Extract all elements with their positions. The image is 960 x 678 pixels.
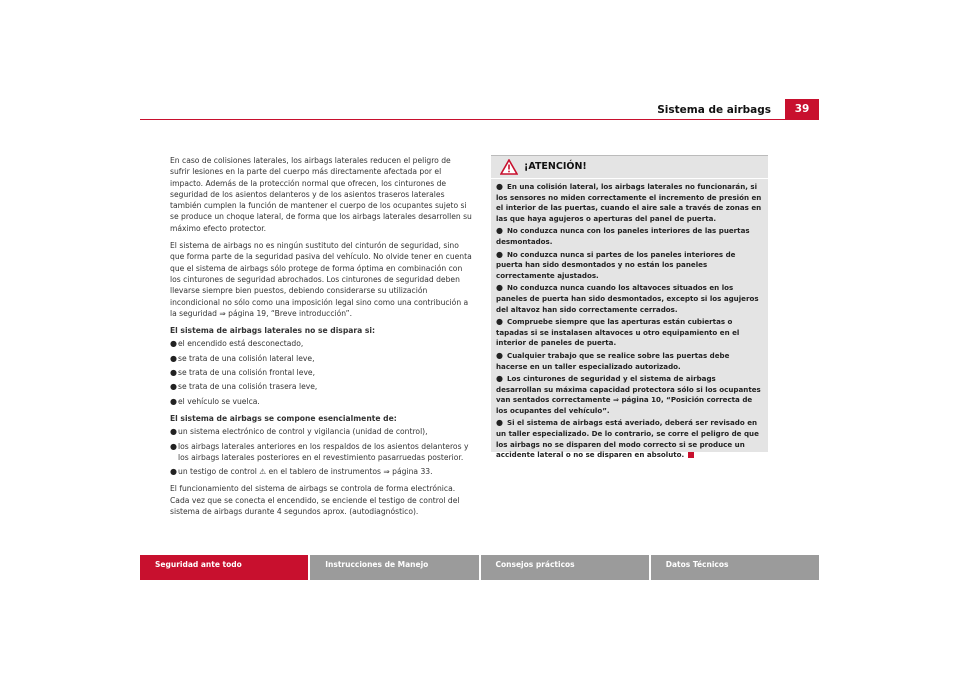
bullet-icon: ● (496, 182, 503, 191)
bullet-icon: ● (170, 339, 177, 349)
bullet-icon: ● (170, 427, 177, 437)
paragraph-selftest: El funcionamiento del sistema de airbags se controla de forma electrónica. Cada vez que se conecta el encendido, se enciende el testigo de control del sistema de airbags durante 4 segundos aprox. (autodiagnóstico). (170, 484, 460, 517)
warning-box (491, 155, 768, 460)
bullet-icon: ● (170, 368, 177, 378)
page-header (140, 99, 819, 120)
list-not-triggered (170, 338, 472, 406)
bullet-icon: ● (496, 249, 503, 259)
tab-instrucciones[interactable]: Instrucciones de Manejo (310, 555, 480, 580)
bullet-icon: ● (496, 374, 503, 384)
warning-item: ● Cualquier trabajo que se realice sobre las puertas debe hacerse en un taller especializado autorizado. (496, 350, 730, 371)
warning-item: ● No conduzca nunca con los paneles interiores de las puertas desmontados. (496, 226, 750, 246)
list-item: ● el vehículo se vuelca. (170, 396, 260, 406)
bullet-icon: ● (170, 467, 177, 477)
warning-item: ● Los cinturones de seguridad y el sistema de airbags desarrollan su máxima capacidad protectora sólo si los ocupantes van sentados correctamente ⇒ página 10, “Posición correcta de los ocupantes del vehículo”. (496, 374, 761, 415)
end-of-section-icon (688, 452, 694, 458)
bullet-icon: ● (496, 226, 503, 236)
paragraph-seatbelt: El sistema de airbags no es ningún sustituto del cinturón de seguridad, sino que forma parte de la seguridad pasiva del vehículo. No olvide tener en cuenta que el sistema de airbags sólo protege de forma óptima en combinación con los cinturones de seguridad abrochados. Los cinturones de seguridad deben llevarse siempre bien puestos, debiendo considerarse su utilización incondicional no sólo como una imposición legal sino como una contribución a la seguridad ⇒ página 19, “Breve introducción”. (170, 241, 472, 318)
bullet-icon: ● (496, 317, 503, 327)
bullet-icon: ● (170, 382, 177, 392)
list-item: ● un sistema electrónico de control y vigilancia (unidad de control), (170, 427, 428, 437)
list-components (170, 426, 472, 477)
paragraph-intro: En caso de colisiones laterales, los airbags laterales reducen el peligro de sufrir lesiones en la parte del cuerpo más directamente afectada por el impacto. Además de la protección normal que ofrecen, los cinturones de seguridad de los asientos delanteros y de los asientos traseros laterales también cumplen la función de mantener el cuerpo de los ocupantes sujeto si se produce un choque lateral, de forma que los airbags laterales desarrollen su máximo efecto protector. (170, 156, 472, 233)
warning-item: ● En una colisión lateral, los airbags laterales no funcionarán, si los sensores no miden correctamente el incremento de presión en el interior de las puertas, cuando el aire sale a través de zonas en las que haya agujeros o aperturas del panel de puerta. (496, 182, 762, 223)
bullet-icon: ● (170, 353, 177, 363)
warning-item: ● Compruebe siempre que las aperturas están cubiertas o tapadas si se instalasen altavoces u otro equipamiento en el interior de paneles de puerta. (496, 317, 740, 348)
list-item: ● un testigo de control ⚠ en el tablero de instrumentos ⇒ página 33. (170, 467, 433, 477)
footer-nav (140, 555, 819, 580)
tab-consejos[interactable]: Consejos prácticos (481, 555, 651, 580)
warning-body (491, 179, 768, 461)
warning-triangle-icon (500, 159, 518, 175)
list-item: ● los airbags laterales anteriores en los respaldos de los asientos delanteros y los airbags laterales posteriores en el revestimiento pasarruedas posterior. (170, 441, 469, 462)
bullet-icon: ● (496, 350, 503, 360)
page-number: 39 (785, 99, 819, 119)
warning-item: ● No conduzca nunca cuando los altavoces situados en los paneles de puerta han sido desmontados, excepto si los agujeros del altavoz han sido correctamente cerrados. (496, 283, 759, 314)
bullet-icon: ● (496, 418, 503, 428)
tab-datos-tecnicos[interactable]: Datos Técnicos (651, 555, 819, 580)
heading-not-triggered: El sistema de airbags laterales no se dispara si: (170, 326, 376, 336)
list-item: ● el encendido está desconectado, (170, 339, 304, 349)
list-item: ● se trata de una colisión frontal leve, (170, 368, 316, 378)
bullet-icon: ● (496, 283, 503, 293)
bullet-icon: ● (170, 396, 177, 406)
heading-components: El sistema de airbags se compone esencialmente de: (170, 413, 397, 423)
warning-item: ● No conduzca nunca si partes de los paneles interiores de puerta han sido desmontados y no están los paneles correctamente ajustados. (496, 249, 736, 280)
section-title: Sistema de airbags (657, 104, 771, 116)
warning-header (491, 156, 768, 179)
list-item: ● se trata de una colisión trasera leve, (170, 382, 318, 392)
list-item: ● se trata de una colisión lateral leve, (170, 353, 315, 363)
warning-title: ¡ATENCIÓN! (524, 161, 587, 172)
tab-seguridad[interactable]: Seguridad ante todo (140, 555, 310, 580)
bullet-icon: ● (170, 441, 177, 451)
warning-item: ● Si el sistema de airbags está averiado, deberá ser revisado en un taller especializado. De lo contrario, se corre el peligro de que los airbags no se disparen del modo correcto si se produce un accidente lateral o no se disparen en absoluto. (496, 418, 759, 460)
main-text-column (170, 155, 472, 523)
